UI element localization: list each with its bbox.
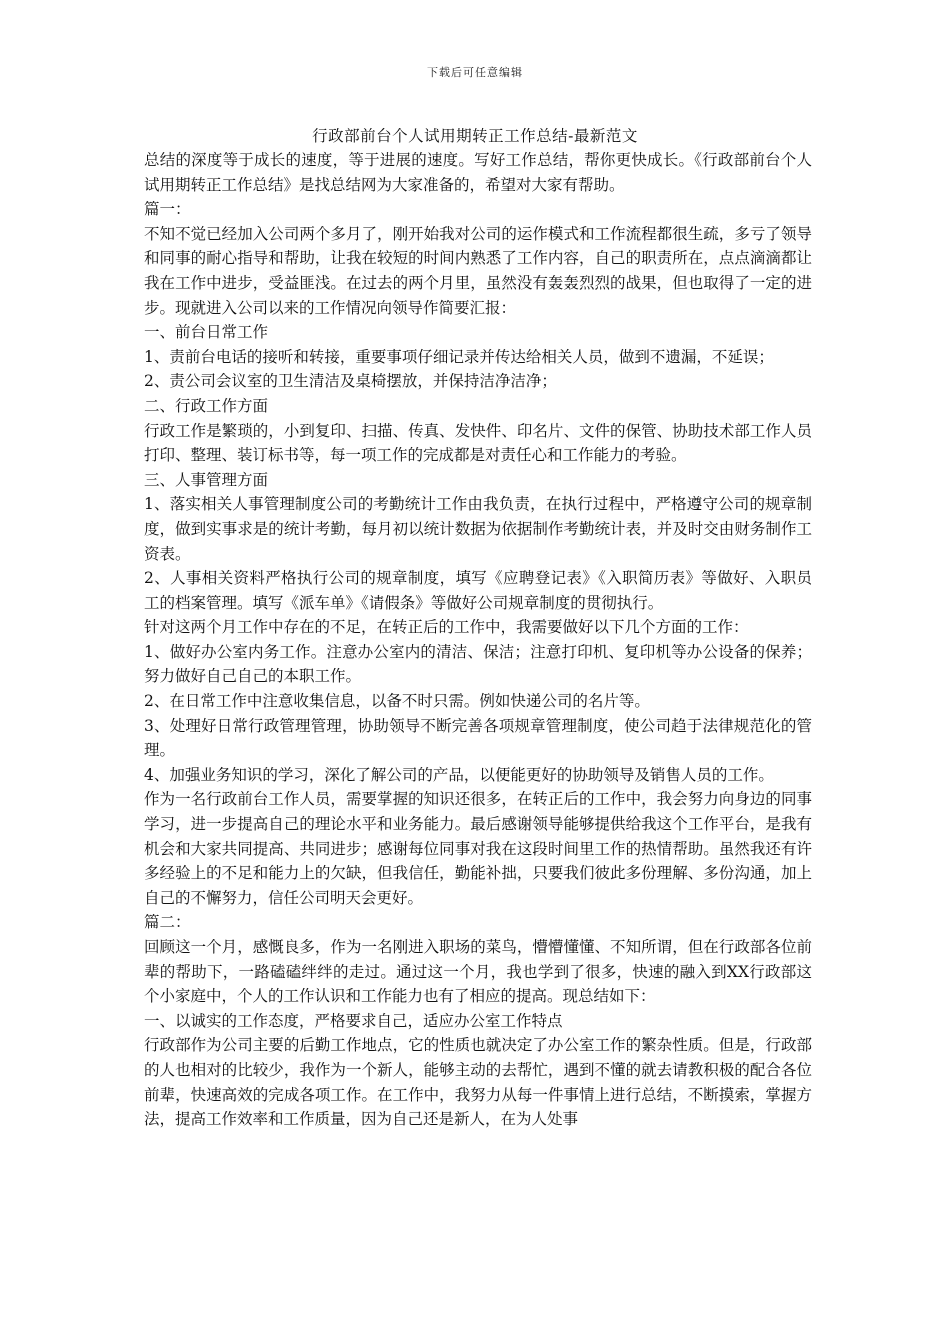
section-heading: 二、行政工作方面 — [144, 396, 269, 415]
paragraph: 不知不觉已经加入公司两个多月了，刚开始我对公司的运作模式和工作流程都很生疏，多亏了领导和同事的耐心指导和帮助，让我在较短的时间内熟悉了工作内容，自己的职责所在，点点滴滴都让我在工作中进步，受益匪浅。在过去的两个月里，虽然没有轰轰烈烈的战果，但也取得了一定的进步。现就进入公司以来的工作情况向领导作简要汇报： — [144, 224, 812, 317]
paragraph: 1、做好办公室内务工作。注意办公室内的清洁、保洁；注意打印机、复印机等办公设备的保养；努力做好自己自己的本职工作。 — [144, 642, 812, 686]
paragraph: 2、在日常工作中注意收集信息，以备不时只需。例如快递公司的名片等。 — [144, 692, 650, 711]
section-heading: 三、人事管理方面 — [144, 470, 269, 489]
document-body — [144, 148, 812, 1132]
paragraph: 2、责公司会议室的卫生清洁及桌椅摆放，并保持洁净洁净； — [144, 372, 557, 391]
paragraph: 3、处理好日常行政管理管理，协助领导不断完善各项规章管理制度，使公司趋于法律规范化的管理。 — [144, 716, 812, 760]
paragraph: 总结的深度等于成长的速度，等于进展的速度。写好工作总结，帮你更快成长。《行政部前台个人试用期转正工作总结》是找总结网为大家准备的，希望对大家有帮助。 — [144, 151, 812, 194]
paragraph: 行政工作是繁琐的，小到复印、扫描、传真、发快件、印名片、文件的保管、协助技术部工作人员打印、整理、装订标书等，每一项工作的完成都是对责任心和工作能力的考验。 — [144, 421, 812, 465]
section-heading: 篇一： — [144, 200, 191, 219]
paragraph: 行政部作为公司主要的后勤工作地点，它的性质也就决定了办公室工作的繁杂性质。但是，行政部的人也相对的比较少，我作为一个新人，能够主动的去帮忙，遇到不懂的就去请教积极的配合各位前辈，快速高效的完成各项工作。在工作中，我努力从每一件事情上进行总结，不断摸索，掌握方法，提高工作效率和工作质量，因为自己还是新人，在为人处事 — [144, 1036, 812, 1129]
header-note: 下载后可任意编辑 — [427, 66, 523, 79]
paragraph: 作为一名行政前台工作人员，需要掌握的知识还很多，在转正后的工作中，我会努力向身边的同事学习，进一步提高自己的理论水平和业务能力。最后感谢领导能够提供给我这个工作平台，是我有机会和大家共同提高、共同进步；感谢每位同事对我在这段时间里工作的热情帮助。虽然我还有许多经验上的不足和能力上的欠缺，但我信任，勤能补拙，只要我们彼此多份理解、多份沟通，加上自己的不懈努力，信任公司明天会更好。 — [144, 790, 812, 907]
section-heading: 一、以诚实的工作态度，严格要求自己，适应办公室工作特点 — [144, 1011, 563, 1030]
section-heading: 一、前台日常工作 — [144, 323, 269, 342]
paragraph: 2、人事相关资料严格执行公司的规章制度，填写《应聘登记表》《入职简历表》等做好、入职员工的档案管理。填写《派车单》《请假条》等做好公司规章制度的贯彻执行。 — [144, 569, 812, 612]
paragraph: 1、落实相关人事管理制度公司的考勤统计工作由我负责，在执行过程中，严格遵守公司的规章制度，做到实事求是的统计考勤，每月初以统计数据为依据制作考勤统计表，并及时交由财务制作工资表。 — [144, 495, 812, 563]
paragraph: 针对这两个月工作中存在的不足，在转正后的工作中，我需要做好以下几个方面的工作： — [144, 618, 749, 637]
paragraph: 4、加强业务知识的学习，深化了解公司的产品，以便能更好的协助领导及销售人员的工作。 — [144, 765, 774, 784]
paragraph: 1、责前台电话的接听和转接，重要事项仔细记录并传达给相关人员，做到不遗漏，不延误； — [144, 347, 774, 366]
paragraph: 回顾这一个月，感慨良多，作为一名刚进入职场的菜鸟，懵懵懂懂、不知所谓，但在行政部各位前辈的帮助下，一路磕磕绊绊的走过。通过这一个月，我也学到了很多，快速的融入到XX行政部这个小家庭中，个人的工作认识和工作能力也有了相应的提高。现总结如下： — [144, 938, 812, 1006]
document-title: 行政部前台个人试用期转正工作总结-最新范文 — [312, 127, 638, 145]
section-heading: 篇二： — [144, 913, 191, 932]
